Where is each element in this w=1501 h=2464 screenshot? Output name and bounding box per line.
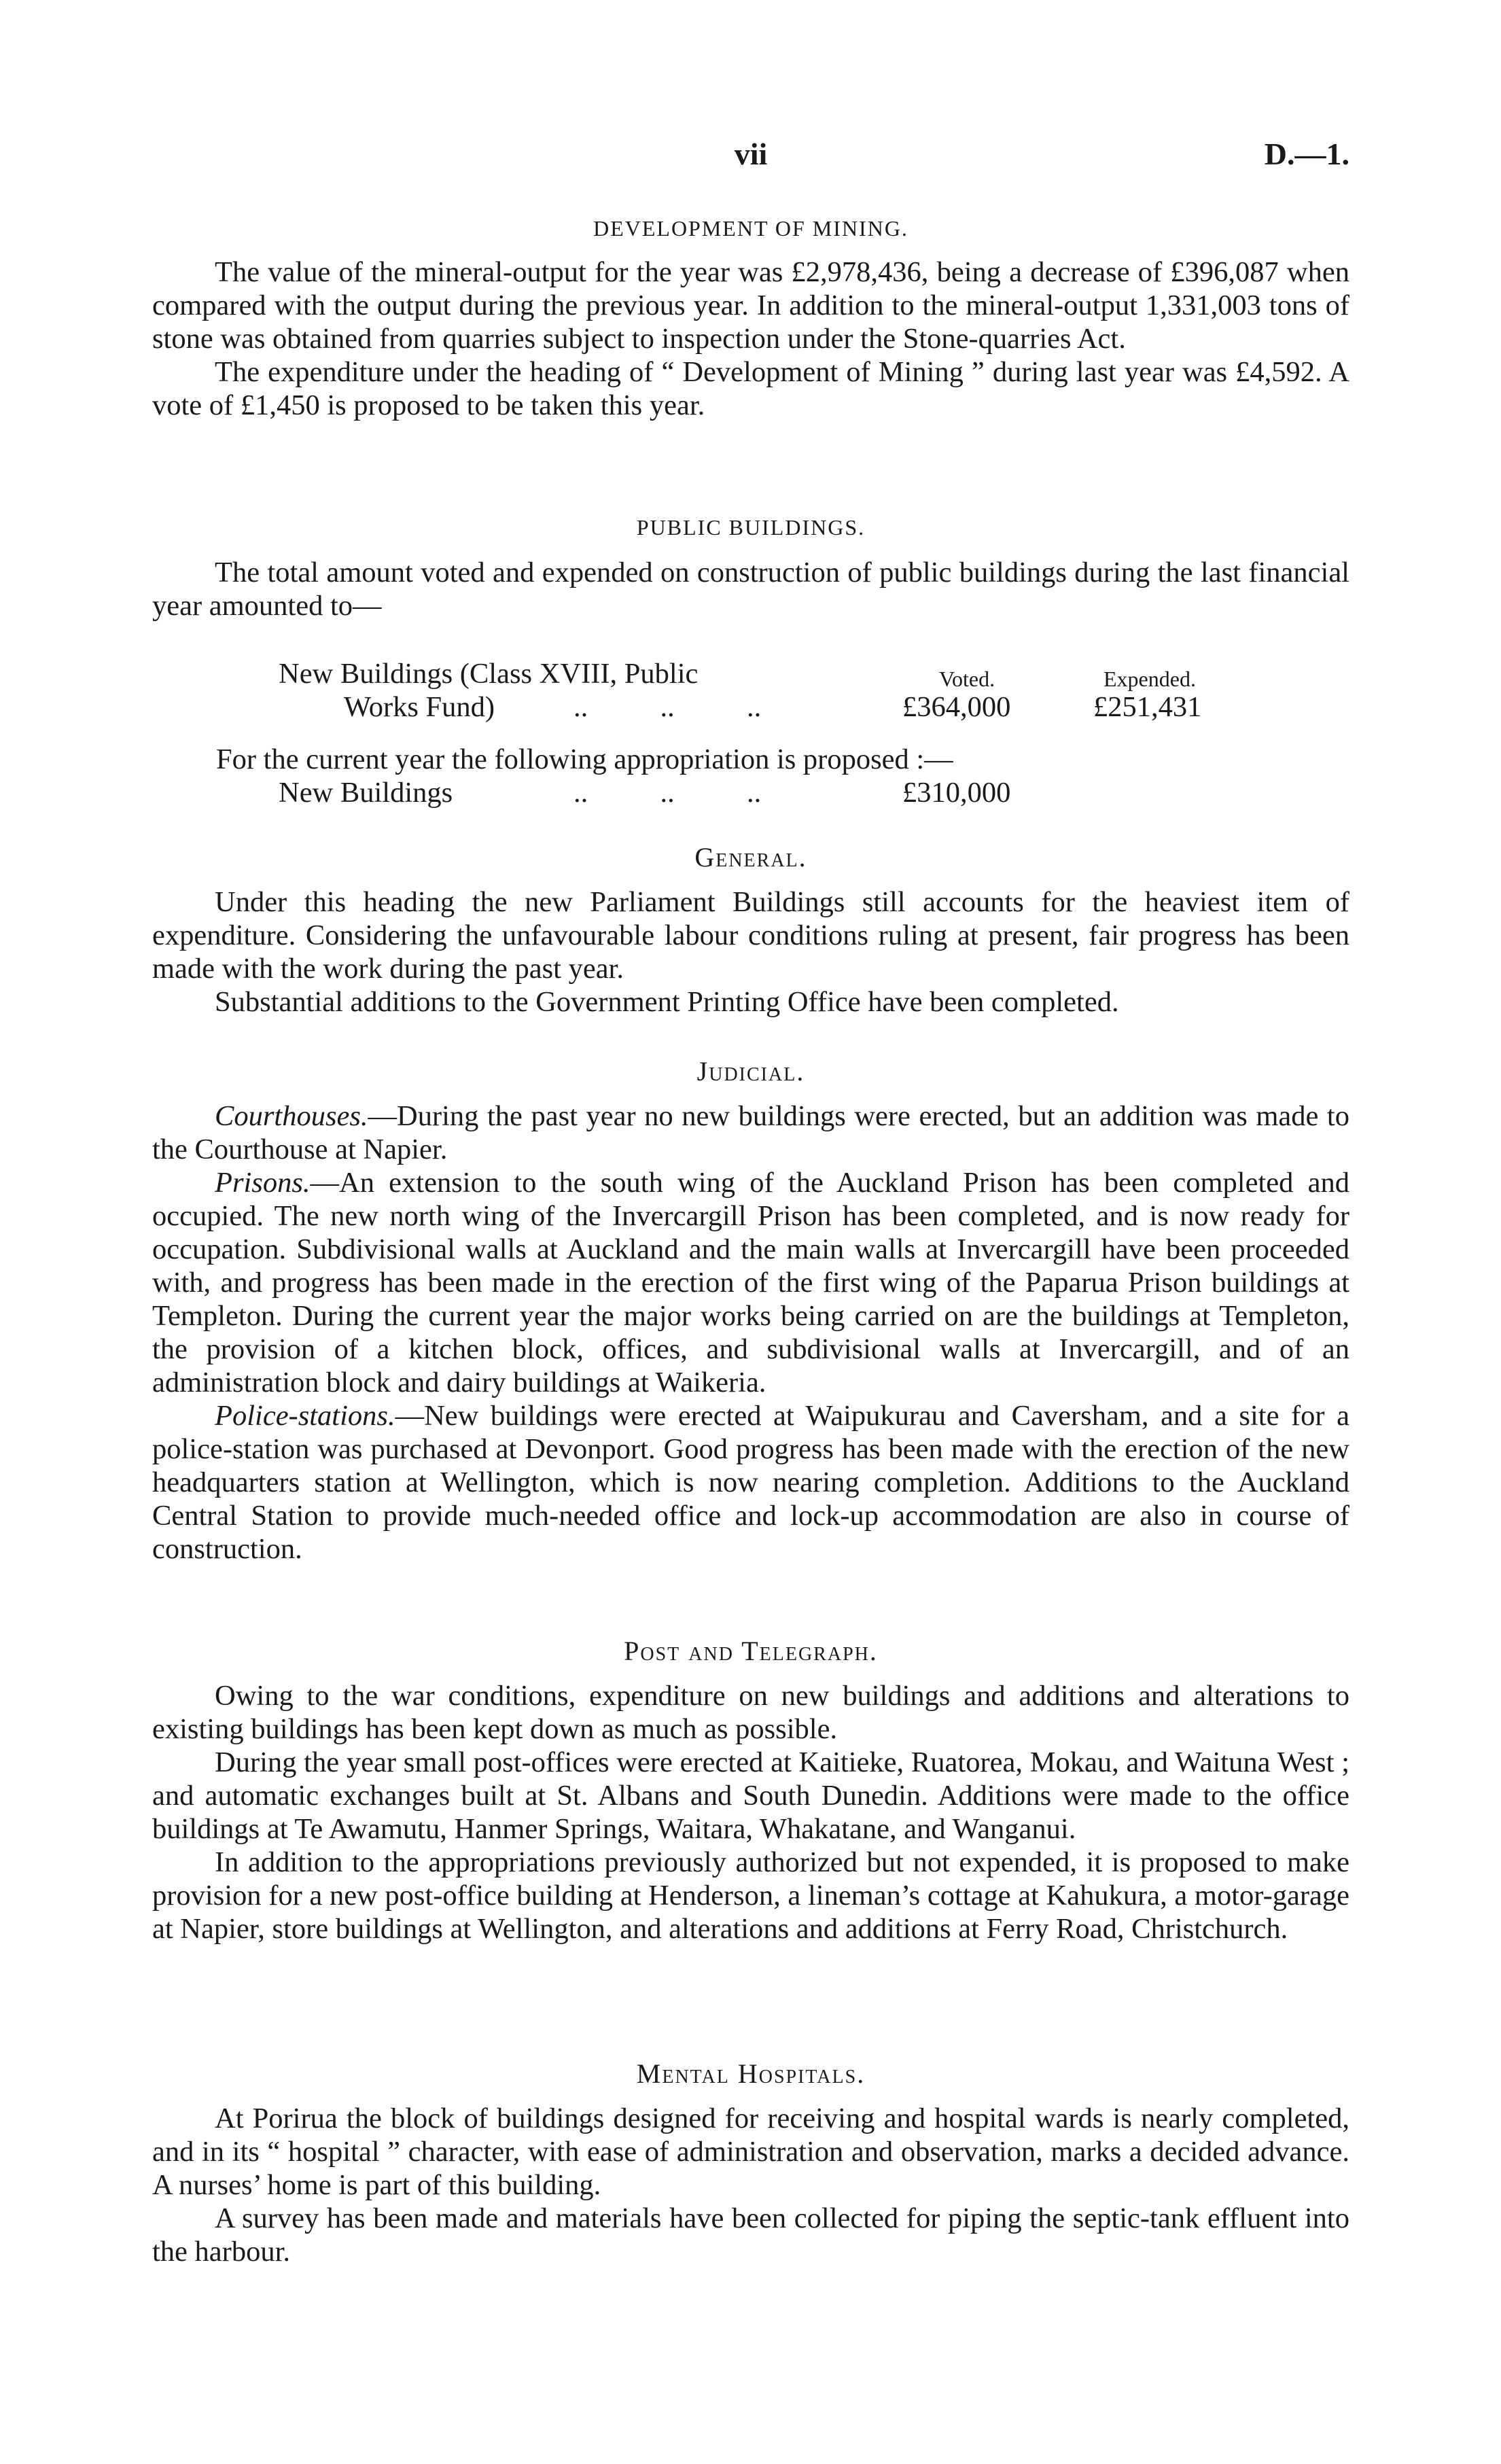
section-general bbox=[152, 841, 1349, 873]
page-header bbox=[152, 136, 1349, 183]
heading-mental-hospitals: Mental Hospitals. bbox=[636, 2058, 866, 2089]
row1-label-a: New Buildings (Class XVIII, Public bbox=[279, 658, 699, 690]
table-row-1 bbox=[152, 657, 1349, 690]
public-buildings-body bbox=[152, 556, 1349, 622]
post-paragraph-3: In addition to the appropriations previously authorized but not expended, it is proposed to make provision for a new post-office building at Henderson, a lineman’s cottage at Kahukura, a motor-garage at Napier, store buildings at Wellington, and alterations and additions at Ferry Road, Christchurch. bbox=[152, 1846, 1349, 1945]
police-label: Police-stations. bbox=[215, 1400, 395, 1432]
appropriation-table bbox=[152, 657, 1349, 809]
post-paragraph-2: During the year small post-offices were erected at Kaitieke, Ruatorea, Mokau, and Waituna West ; and automatic exchanges built at St. Albans and South Dunedin. Additions were made to the office buildings at Te Awamutu, Hanmer Springs, Waitara, Whakatane, and Wanganui. bbox=[152, 1746, 1349, 1845]
public-buildings-paragraph-1: The total amount voted and expended on construction of public buildings during the last financial year amounted to— bbox=[152, 557, 1349, 622]
row1-leader-dots: .. .. .. bbox=[573, 691, 762, 723]
police-text: —New buildings were erected at Waipukurau and Caversham, and a site for a police-station was purchased at Devonport. Good progress has been made with the erection of the new headquarters station at Wellington, which is now nearing completion. Additions to the Auckland Central Station to provide much-needed office and lock-up accommodation are also in course of construction. bbox=[152, 1400, 1349, 1565]
heading-general: General. bbox=[694, 842, 807, 873]
document-id: D.—1. bbox=[1264, 137, 1349, 171]
post-paragraph-1: Owing to the war conditions, expenditure on new buildings and additions and alterations to existing buildings has been kept down as much as possible. bbox=[152, 1680, 1349, 1745]
appropriation-intro: For the current year the following appropriation is proposed :— bbox=[216, 743, 953, 775]
judicial-body bbox=[152, 1099, 1349, 1566]
mining-paragraph-2: The expenditure under the heading of “ Development of Mining ” during last year was £4,592. A vote of £1,450 is proposed to be taken this year. bbox=[152, 356, 1349, 421]
heading-judicial: Judicial. bbox=[696, 1056, 805, 1087]
courthouses-paragraph bbox=[152, 1099, 1349, 1166]
section-mining bbox=[152, 216, 1349, 241]
courthouses-text: —During the past year no new buildings were erected, but an addition was made to the Courthouse at Napier. bbox=[152, 1100, 1349, 1165]
mining-body bbox=[152, 256, 1349, 422]
police-paragraph bbox=[152, 1399, 1349, 1566]
row2-label: New Buildings bbox=[279, 777, 453, 809]
post-body bbox=[152, 1679, 1349, 1946]
general-body bbox=[152, 885, 1349, 1019]
prisons-text: —An extension to the south wing of the Auckland Prison has been completed and occupied. The new north wing of the Invercargill Prison has been completed, and is now ready for occupation. Subdivisional walls at Auckland and the main walls at Invercargill have been proceeded with, and progress has been made in the erection of the first wing of the Paparua Prison buildings at Templeton. During the current year the major works being carried on are the buildings at Templeton, the provision of a kitchen block, offices, and subdivisional walls at Invercargill, and of an administration block and dairy buildings at Waikeria. bbox=[152, 1167, 1349, 1398]
mining-paragraph-1: The value of the mineral-output for the year was £2,978,436, being a decrease of £396,087 when compared with the output during the previous year. In addition to the mineral-output 1,331,003 tons of stone was obtained from quarries subject to inspection under the Stone-quarries Act. bbox=[152, 256, 1349, 355]
heading-mining: DEVELOPMENT OF MINING. bbox=[593, 216, 908, 241]
section-judicial bbox=[152, 1055, 1349, 1087]
mental-body bbox=[152, 2102, 1349, 2268]
row1-label-b: Works Fund) bbox=[344, 691, 495, 723]
column-header-voted: Voted. bbox=[939, 667, 995, 691]
general-paragraph-1: Under this heading the new Parliament Buildings still accounts for the heaviest item of expenditure. Considering the unfavourable labour conditions ruling at present, fair progress has been made with the work during the past year. bbox=[152, 886, 1349, 985]
column-header-expended: Expended. bbox=[1103, 667, 1196, 691]
prisons-label: Prisons. bbox=[215, 1167, 311, 1199]
prisons-paragraph bbox=[152, 1166, 1349, 1399]
row1-expended: £251,431 bbox=[1093, 691, 1202, 723]
courthouses-label: Courthouses. bbox=[215, 1100, 368, 1132]
mental-paragraph-2: A survey has been made and materials have been collected for piping the septic-tank effluent into the harbour. bbox=[152, 2202, 1349, 2268]
heading-post-telegraph: Post and Telegraph. bbox=[624, 1636, 878, 1666]
table-intro-row bbox=[152, 743, 1349, 776]
table-row-2 bbox=[152, 690, 1349, 724]
mental-paragraph-1: At Porirua the block of buildings designed for receiving and hospital wards is nearly completed, and in its “ hospital ” character, with ease of administration and observation, marks a decided advance. A nurses’ home is part of this building. bbox=[152, 2102, 1349, 2201]
section-mental-hospitals bbox=[152, 2058, 1349, 2090]
general-paragraph-2: Substantial additions to the Government Printing Office have been completed. bbox=[215, 986, 1119, 1018]
section-public-buildings bbox=[152, 515, 1349, 540]
table-row-3 bbox=[152, 776, 1349, 809]
heading-public-buildings: PUBLIC BUILDINGS. bbox=[636, 515, 866, 540]
page-number: vii bbox=[734, 137, 768, 171]
section-post-telegraph bbox=[152, 1635, 1349, 1667]
row2-leader-dots: .. .. .. bbox=[573, 777, 762, 809]
row1-voted: £364,000 bbox=[902, 691, 1011, 723]
row2-value: £310,000 bbox=[902, 777, 1011, 809]
